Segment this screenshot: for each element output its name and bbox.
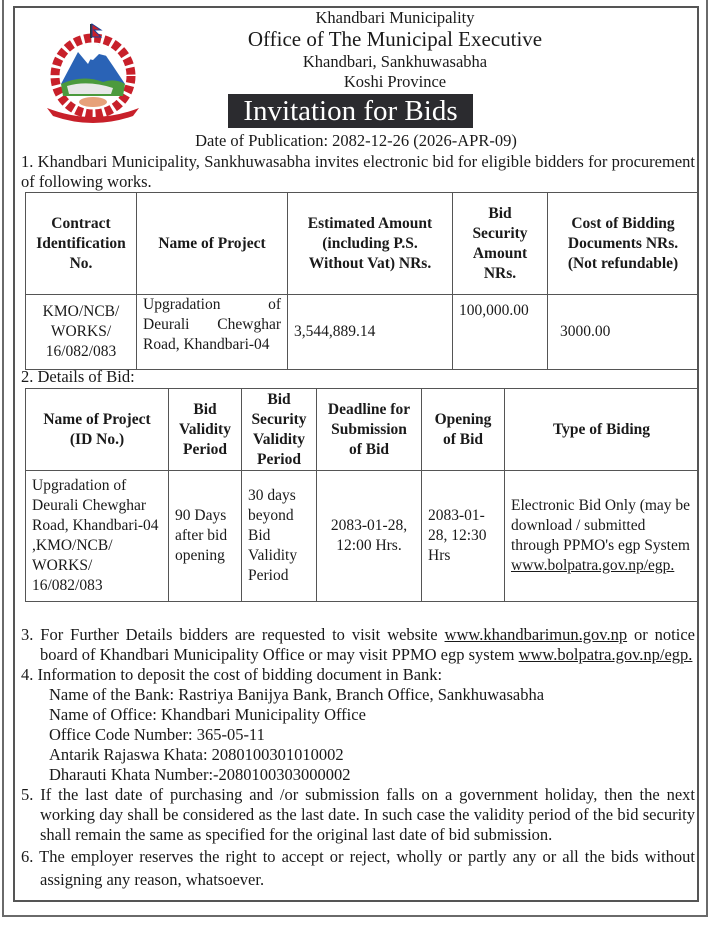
bid-notice — [13, 6, 699, 902]
office-code: Office Code Number: 365-05-11 — [49, 725, 265, 744]
column-header: Name of Project (ID No.) — [26, 389, 169, 471]
municipality-name: Khandbari Municipality — [315, 8, 475, 27]
column-header: Estimated Amount (including P.S. Without Vat) NRs. — [288, 193, 453, 295]
bid-opening-cell: 2083-01-28, 12:30 Hrs — [422, 471, 505, 602]
office-name: Office of The Municipal Executive — [247, 27, 543, 51]
bolpatra-link[interactable]: www.bolpatra.gov.np/egp. — [518, 645, 693, 664]
municipality-website-link[interactable]: www.khandbarimun.gov.np — [444, 625, 628, 644]
section-3-middle: or notice board of Khandbari Municipality Office or may visit PPMO egp system — [40, 625, 696, 664]
column-header: Bid Validity Period — [169, 389, 242, 471]
bidding-type-cell — [505, 471, 699, 602]
section-2-label: 2. Details of Bid: — [21, 367, 135, 386]
project-name-cell: Upgradation of Deurali Chewghar Road, Khandbari-04 — [137, 295, 288, 370]
bid-details-table — [25, 388, 699, 602]
document-cost-cell: 3000.00 — [548, 295, 699, 370]
column-header: Bid Security Amount NRs. — [453, 193, 548, 295]
column-header: Cost of Bidding Documents NRs.(Not refundable) — [548, 193, 699, 295]
province-name: Koshi Province — [343, 72, 447, 91]
contract-id-cell: KMO/NCB/ WORKS/ 16/082/083 — [26, 295, 137, 370]
table-header-row — [26, 389, 699, 471]
project-id-cell: Upgradation of Deurali Chewghar Road, Khandbari-04 ,KMO/NCB/ WORKS/ 16/082/083 — [26, 471, 169, 602]
table-row — [26, 471, 699, 602]
bid-security-cell: 100,000.00 — [453, 295, 548, 370]
nepal-emblem-icon — [33, 22, 153, 130]
security-validity-cell: 30 days beyond Bid Validity Period — [242, 471, 317, 602]
section-3-intro: 3. For Further Details bidders are requested to visit website — [21, 625, 445, 644]
section-1-text: 1. Khandbari Municipality, Sankhuwasabha invites electronic bid for eligible bidders for procurement of following works. — [21, 152, 695, 191]
bid-validity-cell: 90 Days after bid opening — [169, 471, 242, 602]
bidding-type-text: Electronic Bid Only (may be download / submitted through PPMO's egp System — [511, 497, 691, 554]
revenue-account: Antarik Rajaswa Khata: 2080100301010002 — [49, 745, 344, 764]
notice-title: Invitation for Bids — [228, 94, 473, 128]
section-4-heading: 4. Information to deposit the cost of bidding document in Bank: — [21, 665, 443, 684]
column-header: Opening of Bid — [422, 389, 505, 471]
table-row — [26, 295, 699, 370]
office-location: Khandbari, Sankhuwasabha — [302, 52, 488, 71]
table-header-row — [26, 193, 699, 295]
section-6-text: 6. The employer reserves the right to accept or reject, wholly or partly any or all the bids without assigning any reason, whatsoever. — [21, 847, 695, 889]
procurement-table — [25, 192, 699, 370]
column-header: Contract Identification No. — [26, 193, 137, 295]
column-header: Deadline for Submission of Bid — [317, 389, 422, 471]
column-header: Type of Biding — [505, 389, 699, 471]
publication-date: Date of Publication: 2082-12-26 (2026-APR-09) — [195, 131, 517, 150]
submission-deadline-cell: 2083-01-28, 12:00 Hrs. — [317, 471, 422, 602]
estimated-amount-cell: 3,544,889.14 — [288, 295, 453, 370]
column-header: Bid Security Validity Period — [242, 389, 317, 471]
bolpatra-link[interactable]: www.bolpatra.gov.np/egp. — [511, 557, 675, 574]
notice-clauses — [21, 625, 695, 891]
bank-name: Name of the Bank: Rastriya Banijya Bank, Branch Office, Sankhuwasabha — [49, 685, 545, 704]
section-5-text: 5. If the last date of purchasing and /or submission falls on a government holiday, then the next working day shall be considered as the last date. In such case the validity period of the bid security shall remain the same as specified for the original last date of bid submission. — [21, 785, 695, 844]
section-3-text — [21, 625, 695, 665]
column-header: Name of Project — [137, 193, 288, 295]
deposit-account: Dharauti Khata Number:-2080100303000002 — [49, 765, 351, 784]
office-name-line: Name of Office: Khandbari Municipality Office — [49, 705, 366, 724]
